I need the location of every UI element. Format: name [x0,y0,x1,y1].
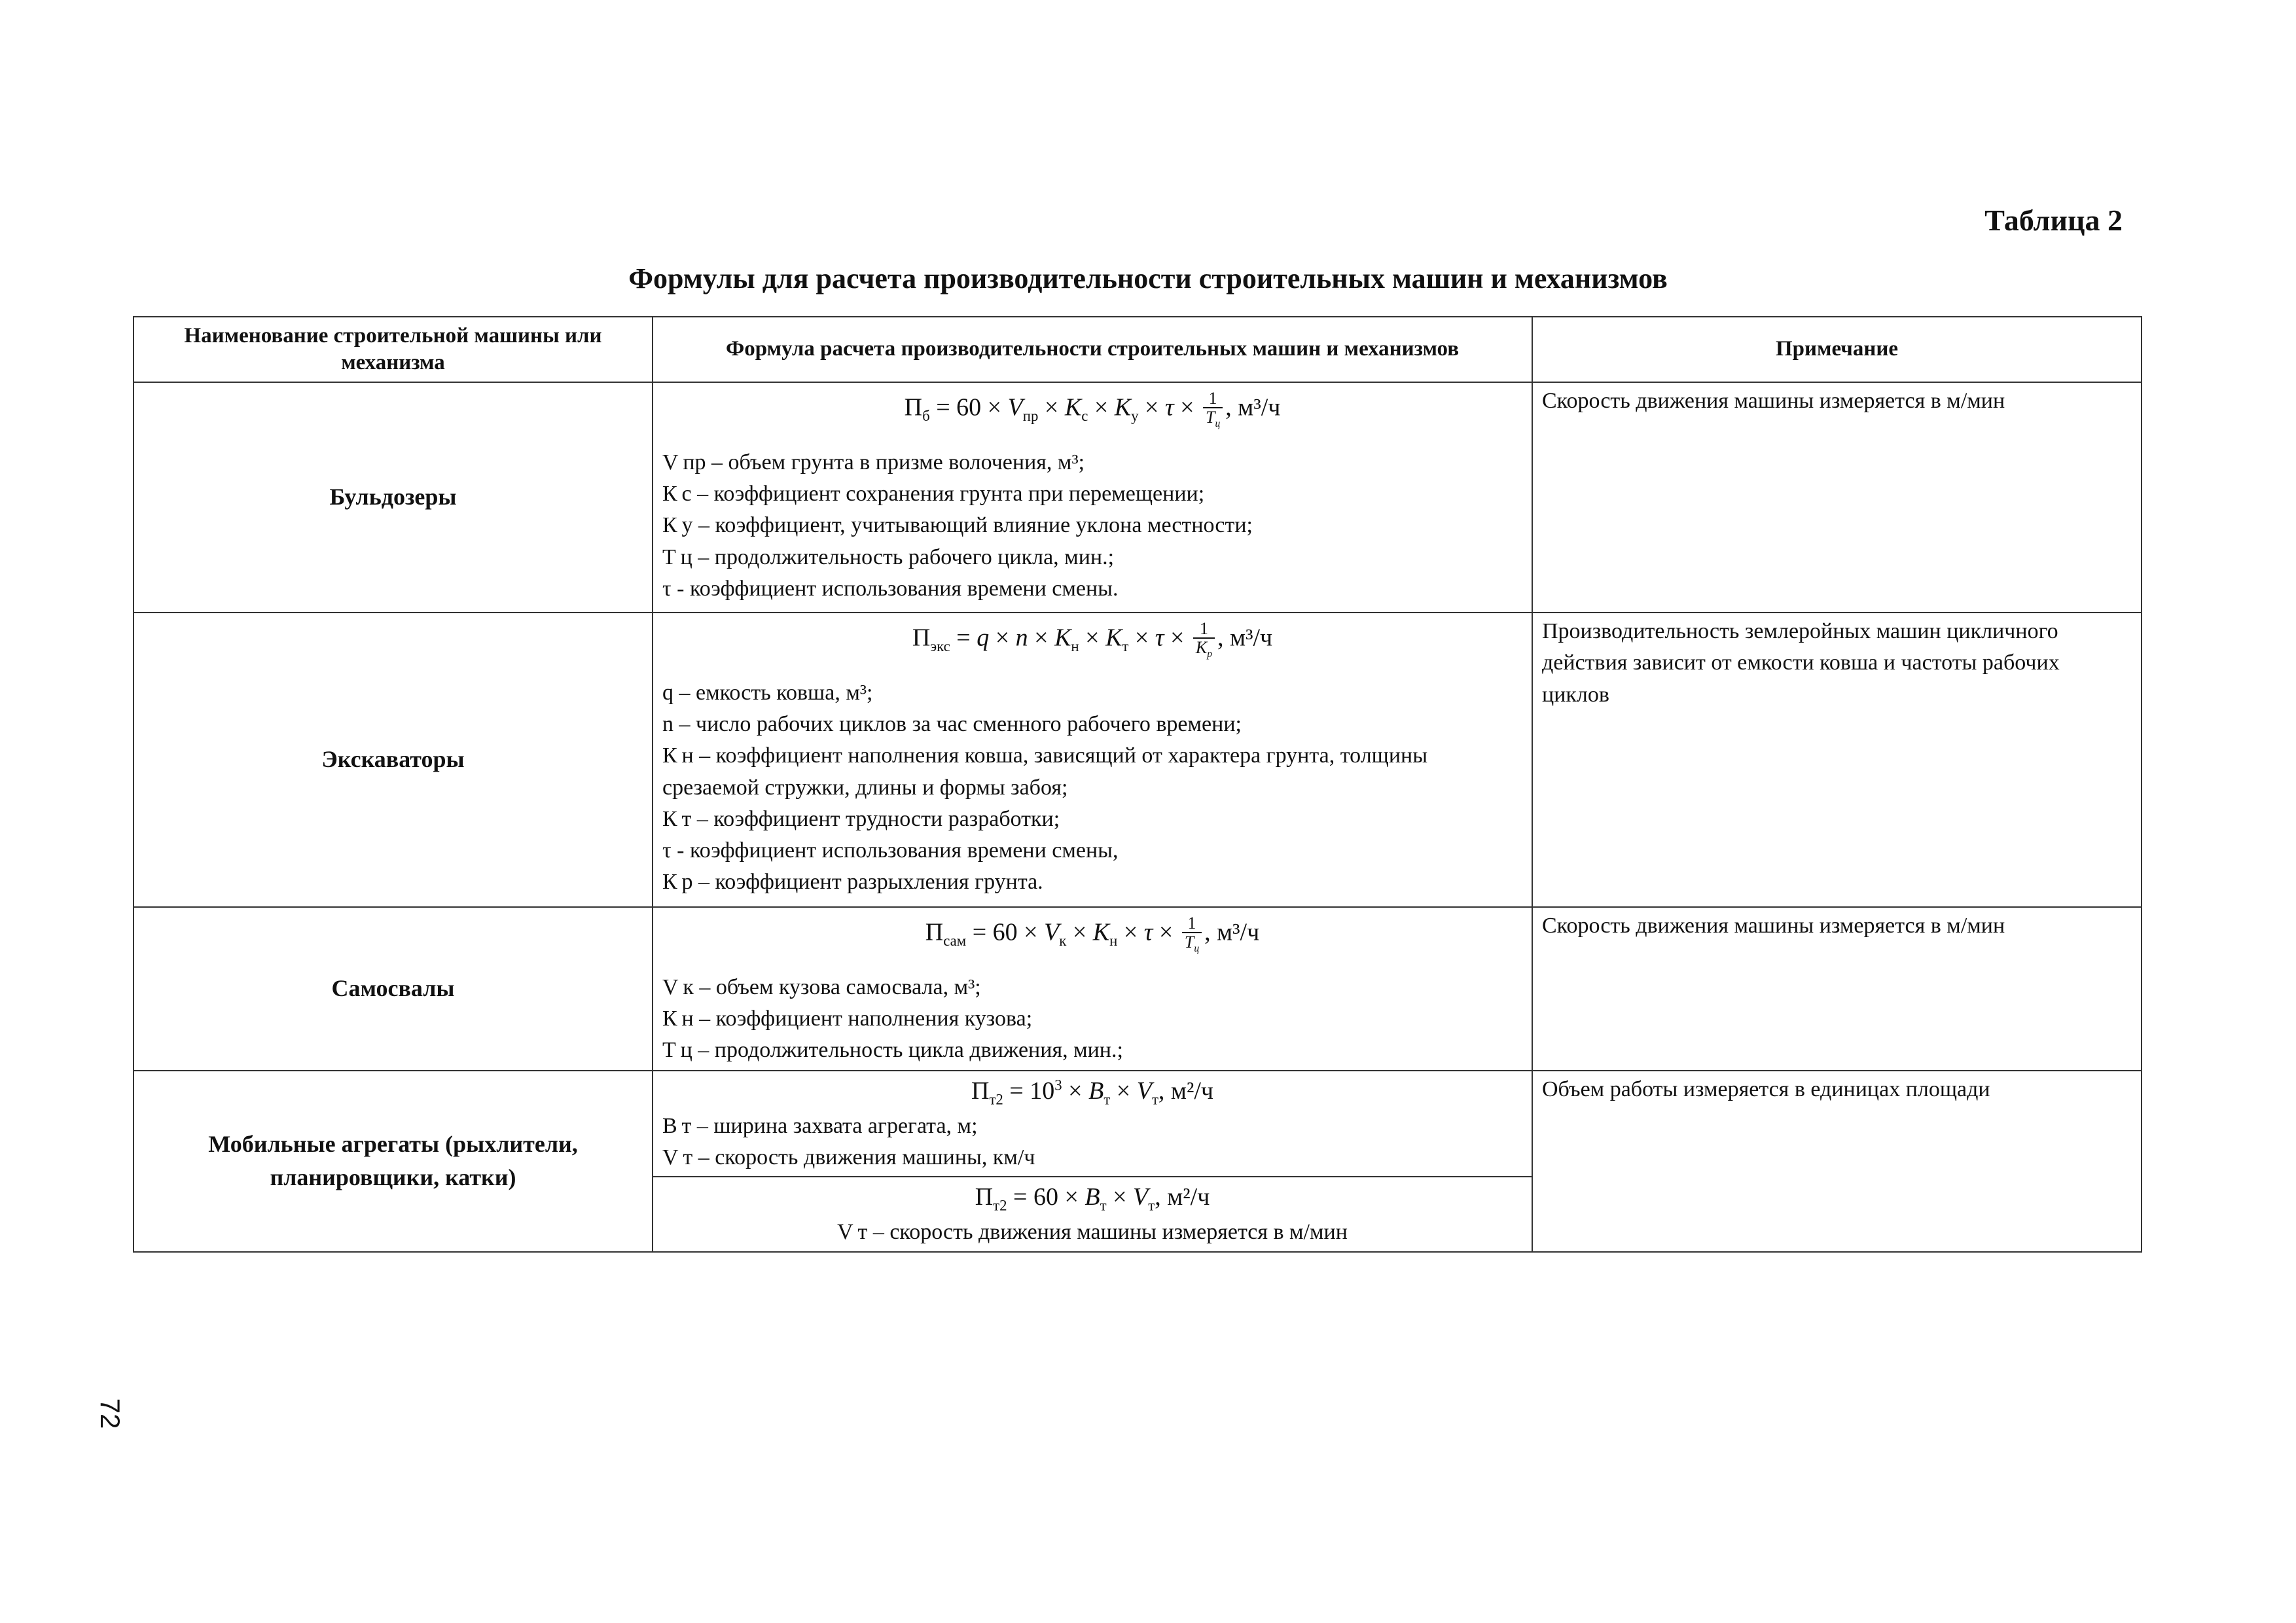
legend-item: К н – коэффициент наполнения ковша, зависящий от характера грунта, толщины срезаемой стружки, длины и формы забоя; [662,743,1428,800]
legend-item: V т – скорость движения машины измеряется в м/мин [837,1220,1348,1245]
table-row [134,613,2142,907]
legend-item: V пр – объем грунта в призме волочения, м³; [662,450,1085,474]
formula-cell [653,1177,1532,1251]
page-number: 72 [95,1398,126,1429]
table-number: Таблица 2 [1984,204,2123,237]
legend [662,972,1522,1067]
formula-cell [653,613,1532,907]
machine-name: Мобильные агрегаты (рыхлители, планировщики, катки) [134,1071,653,1252]
legend-item: τ - коэффициент использования времени смены. [662,576,1119,601]
table-row [134,1071,2142,1177]
legend-item: В т – ширина захвата агрегата, м; [662,1113,978,1138]
note-cell: Объем работы измеряется в единицах площади [1532,1071,2142,1252]
formula: $П_{т2} = 60 \times B_т \times V_т$, м²/ч [975,1183,1210,1215]
note-cell: Скорость движения машины измеряется в м/мин [1532,382,2142,613]
legend [662,447,1522,605]
table-title: Формулы для расчета производительности строительных машин и механизмов [628,262,1668,294]
note-cell: Скорость движения машины измеряется в м/мин [1532,907,2142,1071]
header-machine-name: Наименование строительной машины или механизма [134,317,653,382]
table-row [134,382,2142,613]
legend-item: К н – коэффициент наполнения кузова; [662,1007,1033,1031]
formula: $П_{сам} = 60 \times V_к \times K_н \times \tau$ × $\frac{1}{T_ц}$ , м³/ч [925,914,1260,955]
header-note: Примечание [1532,317,2142,382]
legend [662,1111,1522,1174]
formulas-table [133,316,2142,1253]
machine-name: Самосвалы [134,907,653,1071]
legend-item: q – емкость ковша, м³; [662,680,873,705]
legend-item: Т ц – продолжительность рабочего цикла, мин.; [662,544,1115,569]
formula-cell [653,382,1532,613]
table-row [134,907,2142,1071]
legend-item: V т – скорость движения машины, км/ч [662,1145,1035,1170]
machine-name: Бульдозеры [134,382,653,613]
formula: $П_{т2} = 10^3 \times B_т \times V_т$, м²/ч [971,1077,1214,1108]
legend-item: Т ц – продолжительность цикла движения, мин.; [662,1038,1123,1063]
legend-item: К т – коэффициент трудности разработки; [662,806,1060,831]
formula-cell [653,907,1532,1071]
formula: $П_{экс} = q \times n \times K_н \times K_т \times \tau$ × $\frac{1}{K_р}$ , м³/ч [912,619,1273,660]
legend-item: τ - коэффициент использования времени смены, [662,838,1119,863]
legend-item: К с – коэффициент сохранения грунта при перемещении; [662,482,1205,507]
note-cell: Производительность землеройных машин цикличного действия зависит от емкости ковша и частоты рабочих циклов [1532,613,2142,907]
header-formula: Формула расчета производительности строительных машин и механизмов [653,317,1532,382]
legend-item: V к – объем кузова самосвала, м³; [662,974,981,999]
formula-cell [653,1071,1532,1177]
formula: $П_б = 60 \times V_{пр} \times K_c \times K_у \times \tau$ × $\frac{1}{T_ц}$ , м³/ч [904,389,1281,430]
legend-item: К р – коэффициент разрыхления грунта. [662,870,1043,895]
legend-item: К у – коэффициент, учитывающий влияние уклона местности; [662,513,1253,538]
legend-item: n – число рабочих циклов за час сменного рабочего времени; [662,712,1242,737]
legend [662,677,1522,899]
table-header-row [134,317,2142,382]
machine-name: Экскаваторы [134,613,653,907]
